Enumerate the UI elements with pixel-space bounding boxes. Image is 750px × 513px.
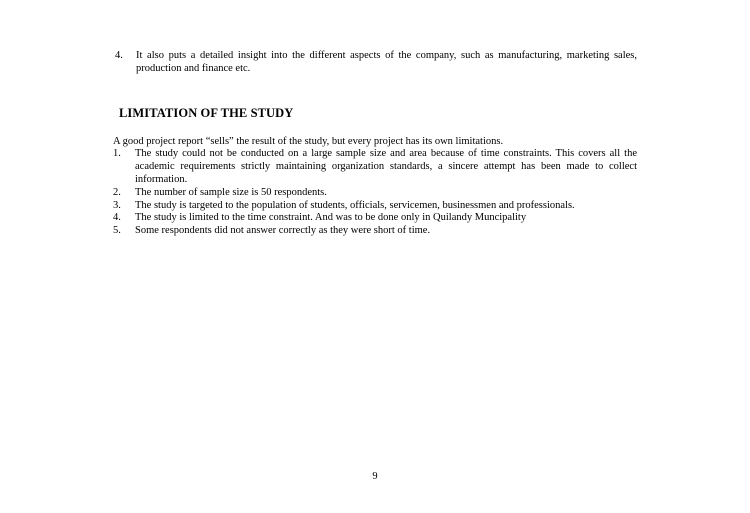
list-item-text: The study is targeted to the population of students, officials, servicemen, businessmen and professionals. — [135, 199, 575, 211]
intro-list-item — [115, 50, 637, 76]
list-item-text: Some respondents did not answer correctly as they were short of time. — [135, 225, 431, 237]
list-item-number: 4. — [113, 212, 121, 224]
section-heading: LIMITATION OF THE STUDY — [119, 105, 294, 120]
list-item — [113, 148, 637, 186]
page-number: 9 — [372, 471, 378, 482]
list-item-text: The study is limited to the time constraint. And was to be done only in Quilandy Muncipality — [135, 212, 527, 224]
list-item-number: 3. — [113, 199, 121, 211]
list-item-text: It also puts a detailed insight into the different aspects of the company, such as manufacturing, marketing sales, production and finance etc. — [136, 50, 637, 74]
list-item-text: The study could not be conducted on a large sample size and area because of time constraints. This covers all the academic requirements strictly maintaining organization standards, a sincere attempt has been made to collect information. — [135, 148, 637, 185]
page-content — [113, 50, 637, 238]
list-item — [113, 187, 637, 200]
list-item-number: 5. — [113, 225, 121, 237]
list-item — [113, 200, 637, 213]
list-item-number: 2. — [113, 186, 121, 198]
list-item-number: 4. — [115, 50, 123, 61]
list-item — [113, 225, 637, 238]
list-item — [113, 212, 637, 225]
section-intro-paragraph: A good project report “sells” the result of the study, but every project has its own limitations. — [113, 135, 504, 147]
list-item-text: The number of sample size is 50 respondents. — [135, 186, 327, 198]
limitations-list — [113, 148, 637, 238]
list-item-number: 1. — [113, 148, 121, 160]
